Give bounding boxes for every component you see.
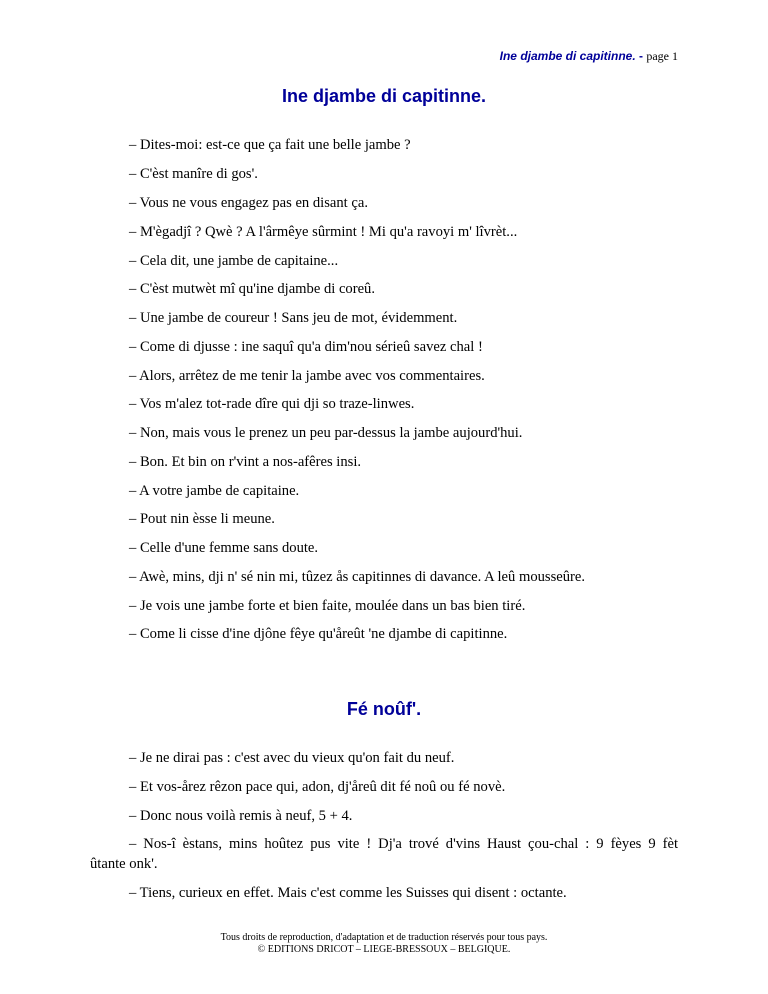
footer-rights-line: Tous droits de reproduction, d'adaptation et de traduction réservés pour tous pays. [220,932,548,943]
dialogue-line: – Dites-moi: est-ce que ça fait une belle jambe ? [129,137,411,153]
dialogue-line: – A votre jambe de capitaine. [129,483,300,499]
dialogue-line: – Je vois une jambe forte et bien faite, moulée dans un bas bien tiré. [129,598,526,614]
dialogue-line: – Pout nin èsse li meune. [129,511,275,527]
dialogue-line: – Vos m'alez tot-rade dîre qui dji so traze-linwes. [129,396,415,412]
dialogue-line: – Nos-î èstans, mins hoûtez pus vite ! Dj'a trové d'vins Haust çou-chal : 9 fèyes 9 fèt [129,836,678,852]
copyright-footer [0,932,768,956]
header-separator: - [635,49,647,63]
dialogue-line: – Tiens, curieux en effet. Mais c'est comme les Suisses qui disent : octante. [129,885,567,901]
dialogue-line: – C'èst manîre di gos'. [129,166,258,182]
dialogue-line: – Come di djusse : ine saquî qu'a dim'nou sérieû savez chal ! [129,339,483,355]
dialogue-line: – Vous ne vous engagez pas en disant ça. [129,195,368,211]
running-header [500,49,678,64]
dialogue-line: – C'èst mutwèt mî qu'ine djambe di coreû. [129,281,376,297]
dialogue-line: – M'ègadjî ? Qwè ? A l'ârmêye sûrmint ! Mi qu'a ravoyi m' lîvrèt... [129,224,518,240]
dialogue-line: – Alors, arrêtez de me tenir la jambe avec vos commentaires. [129,368,485,384]
section-title: Ine djambe di capitinne. [281,86,487,106]
dialogue-line: – Bon. Et bin on r'vint a nos-afêres insi. [129,454,362,470]
dialogue-line: – Donc nous voilà remis à neuf, 5 + 4. [129,808,353,824]
dialogue-line: – Et vos-årez rêzon pace qui, adon, dj'åreû dit fé noû ou fé novè. [129,779,506,795]
footer-publisher-line: © EDITIONS DRICOT – LIEGE-BRESSOUX – BELGIQUE. [257,944,511,955]
dialogue-line: – Celle d'une femme sans doute. [129,540,319,556]
header-page-number: page 1 [646,49,678,63]
dialogue-line: – Cela dit, une jambe de capitaine... [129,253,339,269]
section-title: Fé noûf'. [346,699,422,719]
dialogue-line: – Come li cisse d'ine djône fêye qu'åreût 'ne djambe di capitinne. [129,626,508,642]
dialogue-line: – Une jambe de coureur ! Sans jeu de mot, évidemment. [129,310,458,326]
dialogue-line: – Non, mais vous le prenez un peu par-dessus la jambe aujourd'hui. [129,425,523,441]
dialogue-line: – Awè, mins, dji n' sé nin mi, tûzez ås capitinnes di davance. A leû mousseûre. [129,569,586,585]
dialogue-line-continuation: ûtante onk'. [90,856,158,872]
header-title: Ine djambe di capitinne. [499,49,636,63]
dialogue-line: – Je ne dirai pas : c'est avec du vieux qu'on fait du neuf. [129,750,455,766]
